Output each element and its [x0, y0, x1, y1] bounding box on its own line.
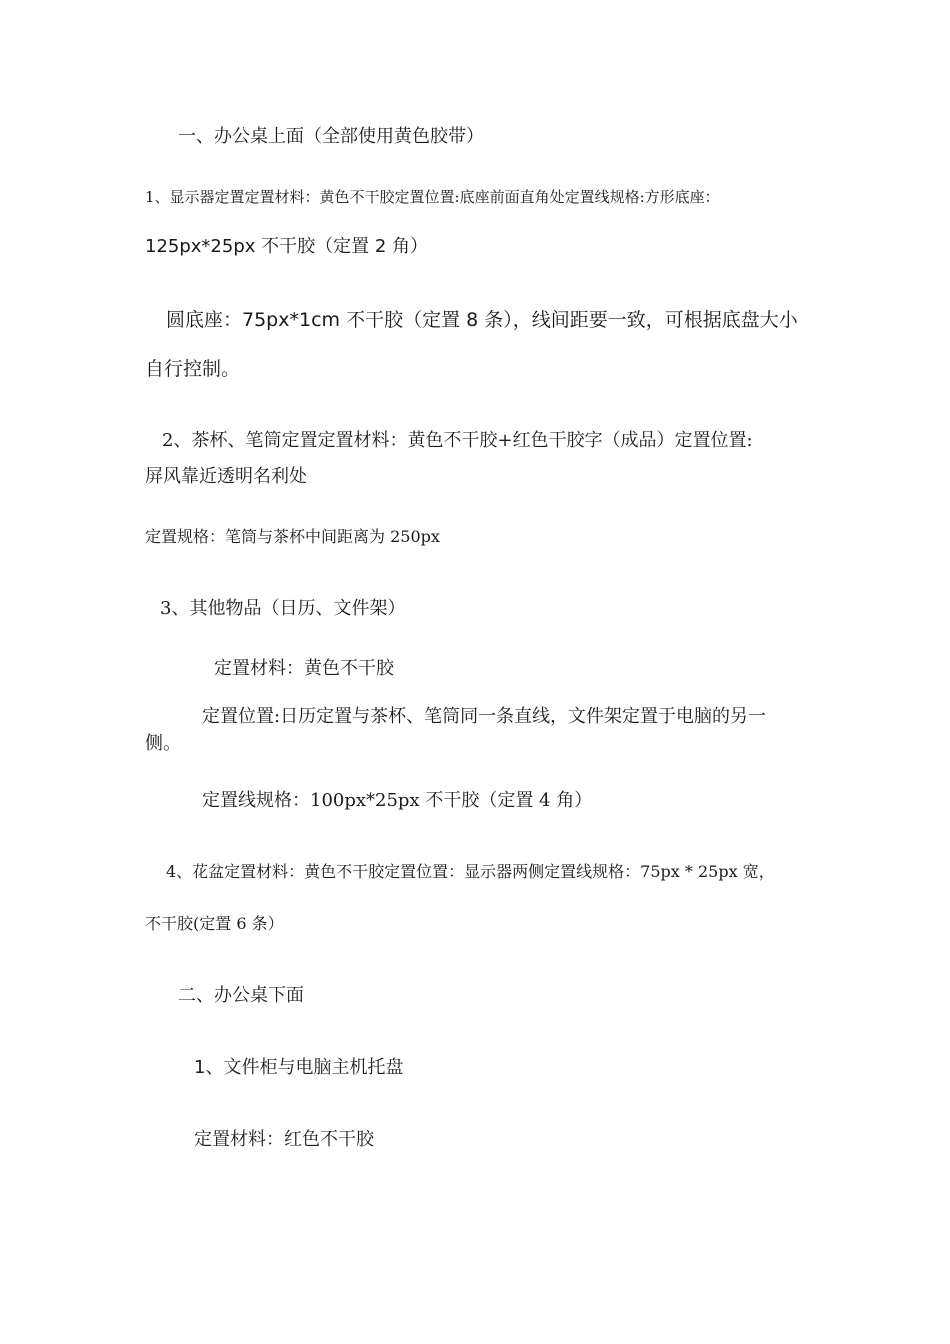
item-3-position: 定置位置:日历定置与茶杯、笔筒同一条直线，文件架定置于电脑的另一 [202, 706, 767, 727]
item-3-other-items: 3、其他物品（日历、文件架） [160, 598, 406, 619]
item-1-square-base-spec: 125px*25px 不干胶（定置 2 角） [145, 236, 429, 257]
item-4-flowerpot-cont: 不干胶(定置 6 条） [145, 914, 284, 933]
item-2-spec: 定置规格：笔筒与茶杯中间距离为 250px [145, 527, 440, 546]
under-item-1-material: 定置材料：红色不干胶 [194, 1129, 374, 1150]
item-1-round-base-spec: 圆底座：75px*1cm 不干胶（定置 8 条），线间距要一致，可根据底盘大小 [166, 309, 798, 331]
item-1-monitor: 1、显示器定置定置材料：黄色不干胶定置位置:底座前面直角处定置线规格:方形底座： [145, 188, 720, 206]
section-heading-desk-under: 二、办公桌下面 [178, 985, 304, 1006]
item-1-round-base-spec-cont: 自行控制。 [145, 358, 241, 380]
item-3-spec: 定置线规格：100px*25px 不干胶（定置 4 角） [202, 790, 593, 811]
item-3-position-cont: 侧。 [145, 733, 181, 754]
item-4-flowerpot: 4、花盆定置材料：黄色不干胶定置位置：显示器两侧定置线规格：75px * 25px 宽， [166, 862, 775, 881]
section-heading-desk-top: 一、办公桌上面（全部使用黄色胶带） [178, 126, 484, 147]
under-item-1-file-cabinet: 1、文件柜与电脑主机托盘 [194, 1057, 404, 1078]
item-2-cup-pen-holder: 2、茶杯、笔筒定置定置材料：黄色不干胶+红色干胶字（成品）定置位置: [162, 430, 753, 451]
item-3-material: 定置材料：黄色不干胶 [214, 658, 394, 679]
item-2-position-cont: 屏风靠近透明名利处 [145, 466, 307, 487]
